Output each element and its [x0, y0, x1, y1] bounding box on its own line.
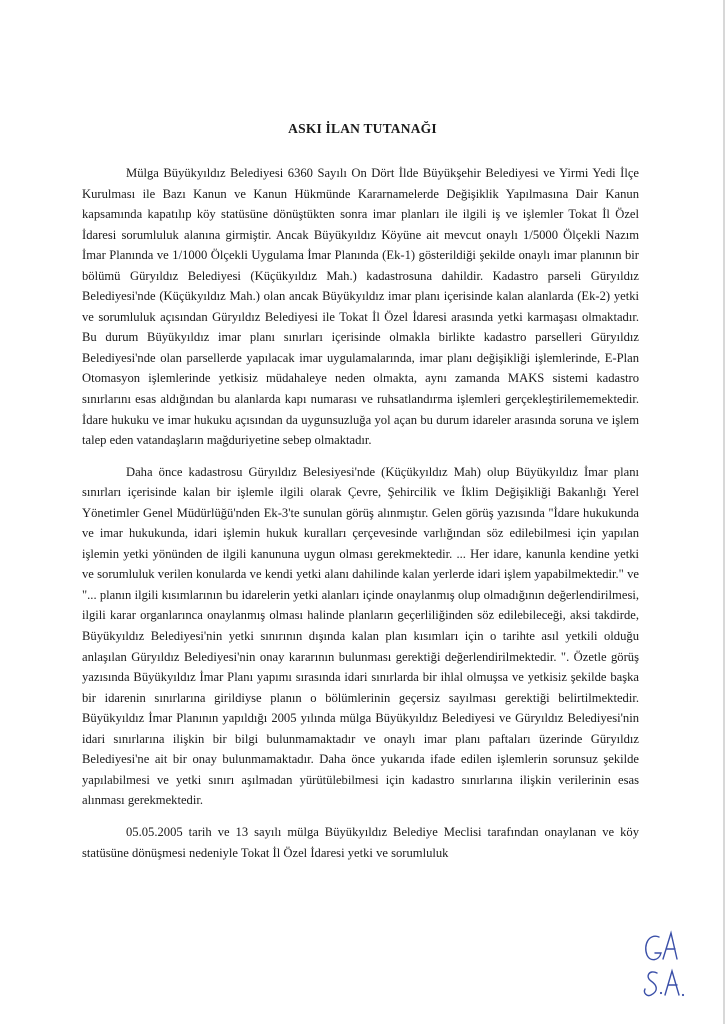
paragraph-1: Mülga Büyükyıldız Belediyesi 6360 Sayılı On Dört İlde Büyükşehir Belediyesi ve Yirmi Yedi İlçe Kurulması ile Bazı Kanun ve Kanun Hükmünde Kararnamelerde Değişiklik Yapılmasına Dair Kanun kapsamında kapatılıp köy statüsüne dönüştükten sonra imar planları ile ilgili iş ve işlemler Tokat İl Özel İdaresi sorumluluk alanına girmiştir. Ancak Büyükyıldız Köyüne ait mevcut onaylı 1/5000 Ölçekli Nazım İmar Planında ve 1/1000 Ölçekli Uygulama İmar Planında (Ek-1) gösterildiği şekilde onaylı imar planının bir bölümü Güryıldız Belediyesi (Küçükyıldız Mah.) kadastrosuna dahildir. Kadastro parseli Güryıldız Belediyesi'nde (Küçükyıldız Mah.) olan ancak Büyükyıldız imar planı içerisinde kalan alanlarda (Ek-2) yetki ve sorumluluk açısından Güryıldız Belediyesi ile Tokat İl Özel İdaresi arasında yetki karmaşası olmaktadır. Bu durum Büyükyıldız imar planı sınırları içerisinde olmakla birlikte kadastro parselleri Güryıldız Belediyesi'nde olan parsellerde yapılacak imar uygulamalarında, imar planı değişikliği işlemlerinde, E-Plan Otomasyon işlemlerinde yetkisiz müdahaleye neden olmakta, aynı zamanda MAKS sistemi kadastro sınırlarını esas aldığından bu alanlarda kapı numarası ve ruhsatlandırma işlemleri gerçekleştirilememektedir. İdare hukuku ve imar hukuku açısından da uygunsuzluğa yol açan bu durum idareler arasında soruna ve işlem talep eden vatandaşların mağduriyetine sebep olmaktadır.: [82, 166, 639, 448]
paragraph-3: 05.05.2005 tarih ve 13 sayılı mülga Büyükyıldız Belediye Meclisi tarafından onaylanan ve köy statüsüne dönüşmesi nedeniyle Tokat İl Özel İdaresi yetki ve sorumluluk: [82, 824, 639, 860]
initials-signature: [637, 925, 697, 1005]
paragraph-2: Daha önce kadastrosu Güryıldız Belesiyesi'nde (Küçükyıldız Mah) olup Büyükyıldız İmar planı sınırları içerisinde kalan bir işlemle ilgili olarak Çevre, Şehircilik ve İklim Değişikliği Bakanlığı Yerel Yönetimler Genel Müdürlüğü'nden Ek-3'te sunulan görüş alınmıştır. Gelen görüş yazısında "İdare hukukunda ve imar hukukunda, idari işlemin hukuk kuralları çerçevesinde varlığından söz edilebilmesi için yapılan işlemin yetki yönünden de ilgili kanununa uygun olması gerekmektedir. ... Her idare, kanunla kendine yetki ve sorumluluk verilen konularda ve kendi yetki alanı dahilinde kalan yerlerde idari işlem yapabilmektedir." ve "... planın ilgili kısımlarının bu idarelerin yetki alanları içinde onaylanmış olup olmadığının değerlendirilmesi, ilgili karar organlarınca onaylanmış olması halinde planların geçerliliğinden söz edilebileceği, aksi takdirde, Büyükyıldız Belediyesi'nin yetki sınırının dışında kalan plan kısımları için o tarihte asıl yetkili olduğu anlaşılan Güryıldız Belediyesi'nin onay kararının bulunması gerektiği değerlendirilmektedir. ". Özetle görüş yazısında Büyükyıldız İmar Planı yapımı sırasında idari sınırlarda bir ihlal olmuşsa ve yetkisiz şekilde başka bir idarenin sınırlarına girildiyse planın o bölümlerinin geçersiz sayılması gerektiği belirtilmektedir. Büyükyıldız İmar Planının yapıldığı 2005 yılında mülga Büyükyıldız Belediyesi ve Güryıldız Belediyesi'nin idari sınırlarına ilişkin bir bilgi bulunmamaktadır ve onaylı imar planı paftaları üzerinde Güryıldız Belediyesi'ne ait bir onay bulunmamaktadır. Daha önce yukarıda ifade edilen işlemlerin sorunsuz şekilde yapılabilmesi ve yetki sınırı aşılmadan yürütülebilmesi için kadastro sınırlarına ilişkin verilerinin esas alınması gerekmektedir.: [82, 464, 639, 808]
handwritten-initials: [637, 925, 697, 1005]
document-body: [82, 163, 639, 863]
document-title: ASKI İLAN TUTANAĞI: [288, 121, 437, 136]
